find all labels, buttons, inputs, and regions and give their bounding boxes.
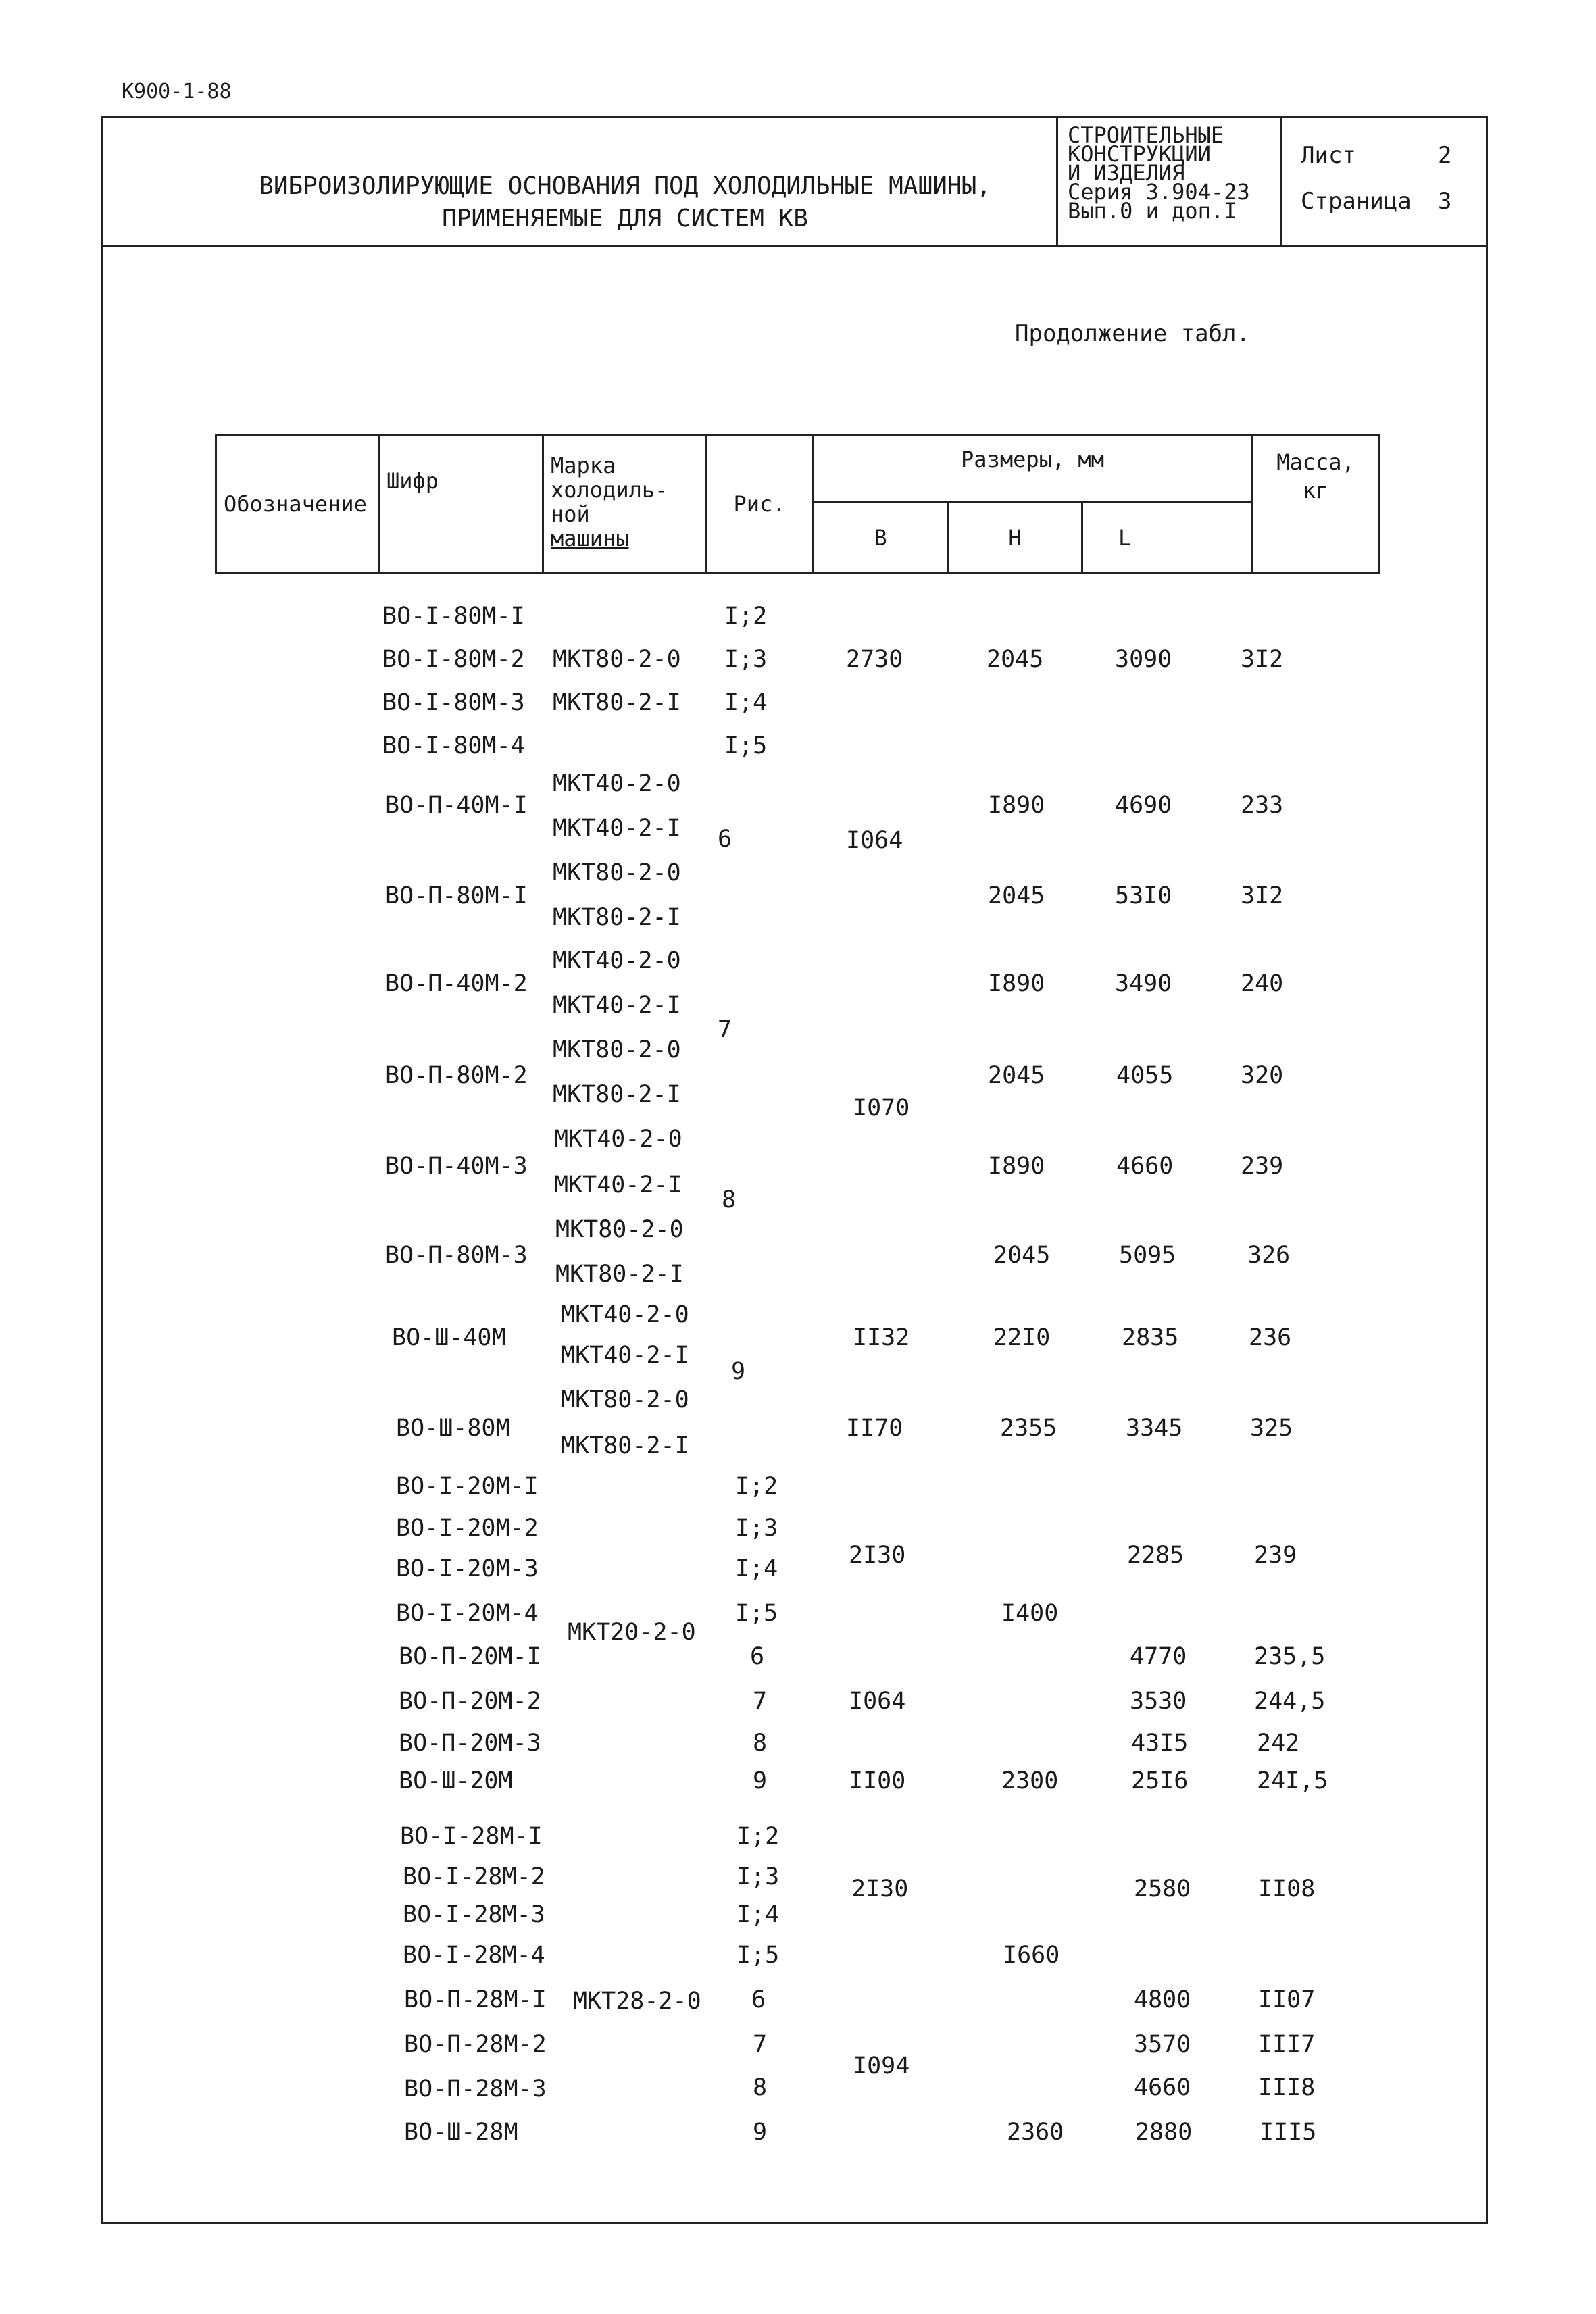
H-cell: 2045: [987, 646, 1044, 673]
H-cell: 2045: [993, 1242, 1051, 1269]
L-cell: 4660: [1116, 1153, 1174, 1180]
mass-cell: 239: [1254, 1542, 1297, 1569]
code-cell: ВО-I-80М-I: [382, 603, 525, 630]
code-cell: ВО-Ш-20М: [399, 1767, 513, 1794]
B-cell: I064: [846, 827, 903, 854]
L-cell: 3570: [1134, 2031, 1191, 2058]
brand-cell: МКТ80-2-0: [553, 1036, 681, 1063]
brand-cell: МКТ80-2-0: [553, 646, 681, 673]
code-cell: ВО-П-28М-2: [404, 2031, 547, 2058]
L-cell: 4800: [1134, 1986, 1191, 2013]
code-cell: ВО-I-20М-2: [396, 1515, 539, 1542]
L-cell: 4055: [1116, 1062, 1174, 1089]
header-B: В: [814, 503, 948, 573]
code-cell: ВО-П-28М-3: [404, 2076, 547, 2103]
brand-cell: МКТ40-2-I: [554, 1172, 682, 1199]
header-divider-2: [1280, 116, 1282, 246]
L-cell: 4660: [1134, 2074, 1191, 2101]
header-mass: Масса, кг: [1252, 435, 1380, 573]
table-header: [215, 434, 1380, 574]
L-cell: 2285: [1127, 1542, 1184, 1569]
H-cell: 2045: [988, 1062, 1045, 1089]
code-cell: ВО-I-28М-2: [403, 1863, 545, 1890]
header-brand: Марка холодиль- ной машины: [543, 435, 706, 573]
L-cell: 5095: [1119, 1242, 1176, 1269]
code-cell: ВО-П-40М-2: [385, 970, 528, 997]
L-cell: 2580: [1134, 1876, 1191, 1903]
L-cell: 2835: [1122, 1324, 1179, 1351]
sheet-label: Лист: [1301, 142, 1356, 169]
mass-cell: II08: [1258, 1876, 1316, 1903]
fig-cell: I;3: [724, 646, 768, 673]
header-code: Шифр: [379, 435, 543, 573]
H-cell: I890: [988, 970, 1045, 997]
H-cell: 2355: [1000, 1415, 1057, 1442]
page-label: Страница: [1301, 188, 1412, 215]
brand-cell: МКТ80-2-I: [553, 689, 681, 716]
L-cell: 3090: [1115, 646, 1172, 673]
mass-cell: 24I,5: [1257, 1767, 1328, 1794]
brand-cell: МКТ80-2-I: [561, 1432, 689, 1459]
brand-cell: МКТ40-2-0: [554, 1126, 682, 1153]
code-cell: ВО-П-28М-I: [404, 1986, 547, 2013]
fig-cell: 8: [753, 1730, 768, 1757]
B-cell: I094: [853, 2053, 910, 2080]
brand-cell: МКТ80-2-0: [555, 1216, 684, 1243]
document-title: ВИБРОИЗОЛИРУЮЩИЕ ОСНОВАНИЯ ПОД ХОЛОДИЛЬНЫЕ МАШИНЫ, ПРИМЕНЯЕМЫЕ ДЛЯ СИСТЕМ КВ: [259, 172, 991, 232]
code-cell: ВО-I-28М-3: [403, 1901, 545, 1928]
header-H: Н: [948, 503, 1082, 573]
brand-cell: МКТ40-2-I: [561, 1342, 689, 1369]
mass-cell: 325: [1250, 1415, 1293, 1442]
code-cell: ВО-Ш-28М: [404, 2119, 518, 2146]
fig-cell: I;2: [724, 603, 768, 630]
fig-cell: I;2: [735, 1473, 778, 1500]
mass-cell: III8: [1258, 2074, 1316, 2101]
code-cell: ВО-П-80М-I: [385, 882, 528, 909]
B-cell: 2I30: [851, 1876, 909, 1903]
code-cell: ВО-П-20М-I: [399, 1643, 541, 1670]
brand-cell: МКТ40-2-I: [553, 992, 681, 1019]
code-cell: ВО-I-20М-4: [396, 1600, 539, 1627]
code-cell: ВО-П-80М-3: [385, 1242, 528, 1269]
H-cell: I890: [988, 792, 1045, 819]
code-cell: ВО-П-20М-3: [399, 1730, 541, 1757]
mass-cell: 320: [1241, 1062, 1284, 1089]
fig-cell: I;5: [735, 1600, 778, 1627]
mass-cell: 326: [1247, 1242, 1291, 1269]
continuation-note: Продолжение табл.: [1015, 320, 1250, 347]
fig-cell: I;4: [737, 1901, 780, 1928]
sheet-value: 2: [1438, 142, 1452, 169]
brand-cell: МКТ80-2-I: [553, 904, 681, 931]
H-cell: 2045: [988, 882, 1045, 909]
mass-cell: 3I2: [1241, 882, 1284, 909]
mass-cell: III5: [1260, 2119, 1317, 2146]
header-designation: Обозначение: [216, 435, 379, 573]
fig-cell: 9: [753, 2119, 768, 2146]
document-code: К900-1-88: [122, 80, 232, 103]
B-cell: II70: [846, 1415, 903, 1442]
brand-cell: МКТ40-2-0: [561, 1301, 689, 1328]
L-cell: 3490: [1115, 970, 1172, 997]
fig-cell: 6: [751, 1986, 766, 2013]
H-cell: I400: [1001, 1600, 1059, 1627]
L-cell: 25I6: [1131, 1767, 1189, 1794]
B-cell: 2730: [846, 646, 903, 673]
L-cell: 3530: [1130, 1688, 1187, 1715]
fig-cell: 6: [718, 826, 732, 853]
H-cell: 2300: [1001, 1767, 1059, 1794]
mass-cell: 240: [1241, 970, 1284, 997]
page-value: 3: [1438, 188, 1452, 215]
brand-cell: МКТ80-2-I: [555, 1261, 684, 1288]
H-cell: 2360: [1007, 2119, 1064, 2146]
fig-cell: 7: [718, 1016, 732, 1043]
fig-cell: I;4: [735, 1555, 778, 1582]
mass-cell: 242: [1257, 1730, 1300, 1757]
fig-cell: 8: [753, 2074, 768, 2101]
code-cell: ВО-П-40М-I: [385, 792, 528, 819]
header-L: L: [1082, 503, 1252, 573]
fig-cell: I;2: [737, 1823, 780, 1850]
L-cell: 43I5: [1131, 1730, 1189, 1757]
L-cell: 53I0: [1115, 882, 1172, 909]
B-cell: 2I30: [849, 1542, 906, 1569]
B-cell: II32: [853, 1324, 910, 1351]
mass-cell: 236: [1249, 1324, 1292, 1351]
fig-cell: 7: [753, 1688, 768, 1715]
code-cell: ВО-I-28М-I: [400, 1823, 543, 1850]
mass-cell: 233: [1241, 792, 1284, 819]
brand-cell: МКТ40-2-0: [553, 947, 681, 974]
H-cell: I890: [988, 1153, 1045, 1180]
fig-cell: 8: [722, 1186, 737, 1213]
code-cell: ВО-I-80М-2: [382, 646, 525, 673]
code-cell: ВО-I-80М-3: [382, 689, 525, 716]
code-cell: ВО-П-20М-2: [399, 1688, 541, 1715]
H-cell: 22I0: [993, 1324, 1051, 1351]
series-block: СТРОИТЕЛЬНЫЕ КОНСТРУКЦИИ И ИЗДЕЛИЯ Серия 3.904-23 Вып.0 и доп.I: [1068, 122, 1250, 224]
fig-cell: 7: [753, 2031, 768, 2058]
code-cell: ВО-I-20М-3: [396, 1555, 539, 1582]
code-cell: ВО-П-80М-2: [385, 1062, 528, 1089]
brand-cell: МКТ20-2-0: [568, 1619, 696, 1646]
fig-cell: 9: [753, 1767, 768, 1794]
L-cell: 4690: [1115, 792, 1172, 819]
brand-cell: МКТ80-2-0: [561, 1386, 689, 1413]
brand-cell: МКТ40-2-I: [553, 815, 681, 842]
fig-cell: I;5: [724, 732, 768, 759]
brand-cell: МКТ40-2-0: [553, 770, 681, 797]
code-cell: ВО-Ш-40М: [392, 1324, 506, 1351]
code-cell: ВО-П-40М-3: [385, 1153, 528, 1180]
fig-cell: 9: [731, 1358, 746, 1385]
H-cell: I660: [1003, 1942, 1060, 1969]
code-cell: ВО-Ш-80М: [396, 1415, 510, 1442]
mass-cell: III7: [1258, 2031, 1316, 2058]
B-cell: II00: [849, 1767, 906, 1794]
header-sizes: Размеры, мм: [814, 435, 1252, 503]
mass-cell: 3I2: [1241, 646, 1284, 673]
fig-cell: I;4: [724, 689, 768, 716]
L-cell: 3345: [1126, 1415, 1183, 1442]
L-cell: 4770: [1130, 1643, 1187, 1670]
fig-cell: I;3: [735, 1515, 778, 1542]
L-cell: 2880: [1135, 2119, 1193, 2146]
brand-cell: МКТ80-2-0: [553, 859, 681, 886]
fig-cell: I;3: [737, 1863, 780, 1890]
brand-cell: МКТ28-2-0: [573, 1988, 701, 2015]
brand-cell: МКТ80-2-I: [553, 1081, 681, 1108]
mass-cell: 244,5: [1254, 1688, 1326, 1715]
mass-cell: 235,5: [1254, 1643, 1326, 1670]
header-fig: Рис.: [706, 435, 814, 573]
fig-cell: 6: [750, 1643, 765, 1670]
code-cell: ВО-I-20М-I: [396, 1473, 539, 1500]
code-cell: ВО-I-28М-4: [403, 1942, 545, 1969]
fig-cell: I;5: [737, 1942, 780, 1969]
code-cell: ВО-I-80М-4: [382, 732, 525, 759]
B-cell: I064: [849, 1688, 906, 1715]
header-divider-1: [1056, 116, 1058, 246]
mass-cell: II07: [1258, 1986, 1316, 2013]
mass-cell: 239: [1241, 1153, 1284, 1180]
B-cell: I070: [853, 1095, 910, 1122]
